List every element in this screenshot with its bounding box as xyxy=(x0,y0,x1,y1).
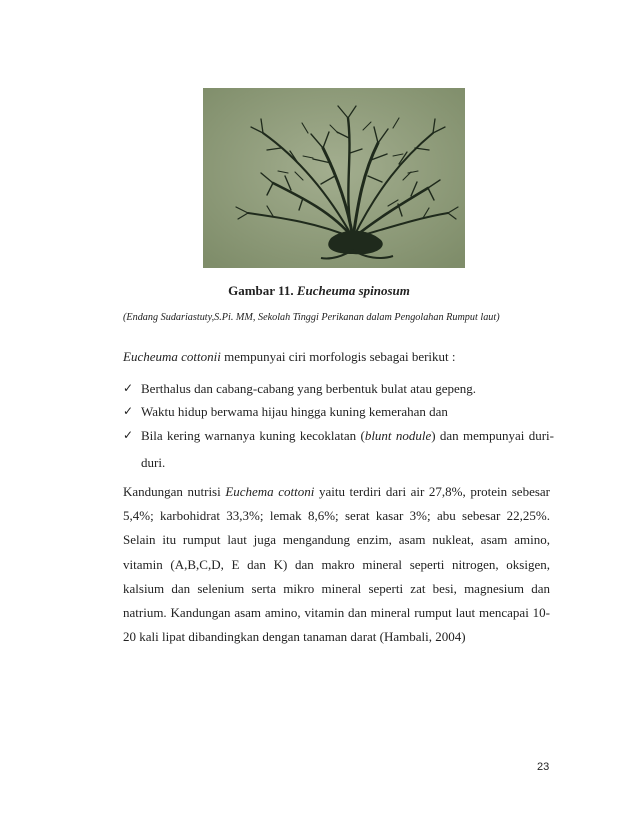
list-item-text: Berthalus dan cabang-cabang yang berbentuk bulat atau gepeng. xyxy=(141,381,476,396)
list-item-text-end: ) dan mempunyai duri-duri. xyxy=(141,428,554,470)
figure-caption xyxy=(0,283,638,299)
checkmark-icon: ✓ xyxy=(123,428,134,442)
intro-text: mempunyai ciri morfologis sebagai berikut : xyxy=(220,349,456,364)
eucheuma-spinosum-illustration xyxy=(203,88,465,268)
caption-prefix: Gambar 11. xyxy=(228,283,297,298)
list-item xyxy=(123,400,554,423)
paragraph-species: Euchema cottoni xyxy=(225,484,315,499)
intro-line xyxy=(123,349,543,365)
list-item-text: Waktu hidup berwama hijau hingga kuning kemerahan dan xyxy=(141,404,448,419)
figure-source: (Endang Sudariastuty,S.Pi. MM, Sekolah Tinggi Perikanan dalam Pengolahan Rumput laut) xyxy=(123,312,500,323)
list-item-text: Bila kering warnanya kuning kecoklatan ( xyxy=(141,428,365,443)
page-number: 23 xyxy=(537,761,550,773)
paragraph-start: Kandungan nutrisi xyxy=(123,484,226,499)
paragraph-body: yaitu terdiri dari air 27,8%, protein sebesar 5,4%; karbohidrat 33,3%; lemak 8,6%; serat kasar 3%; abu sebesar 22,25%. Selain itu rumput laut juga mengandung enzim, asam nukleat, asam amino, vitamin (A,B,C,D, E dan K) dan makro mineral seperti nitrogen, oksigen, kalsium dan selenium serta mikro mineral seperti zat besi, magnesium dan natrium. Kandungan asam amino, vitamin dan mineral rumput laut mencapai 10-20 kali lipat dibandingkan dengan tanaman darat (Hambali, 2004) xyxy=(123,484,550,645)
nutrition-paragraph xyxy=(123,480,550,649)
seaweed-photo xyxy=(203,88,465,268)
checkmark-icon: ✓ xyxy=(123,381,134,395)
checkmark-icon: ✓ xyxy=(123,404,134,418)
list-item-italic: blunt nodule xyxy=(364,428,432,443)
caption-species: Eucheuma spinosum xyxy=(296,283,410,298)
intro-species: Eucheuma cottonii xyxy=(123,349,221,364)
list-item xyxy=(123,422,554,476)
list-item xyxy=(123,377,554,400)
morphology-list xyxy=(123,377,554,476)
